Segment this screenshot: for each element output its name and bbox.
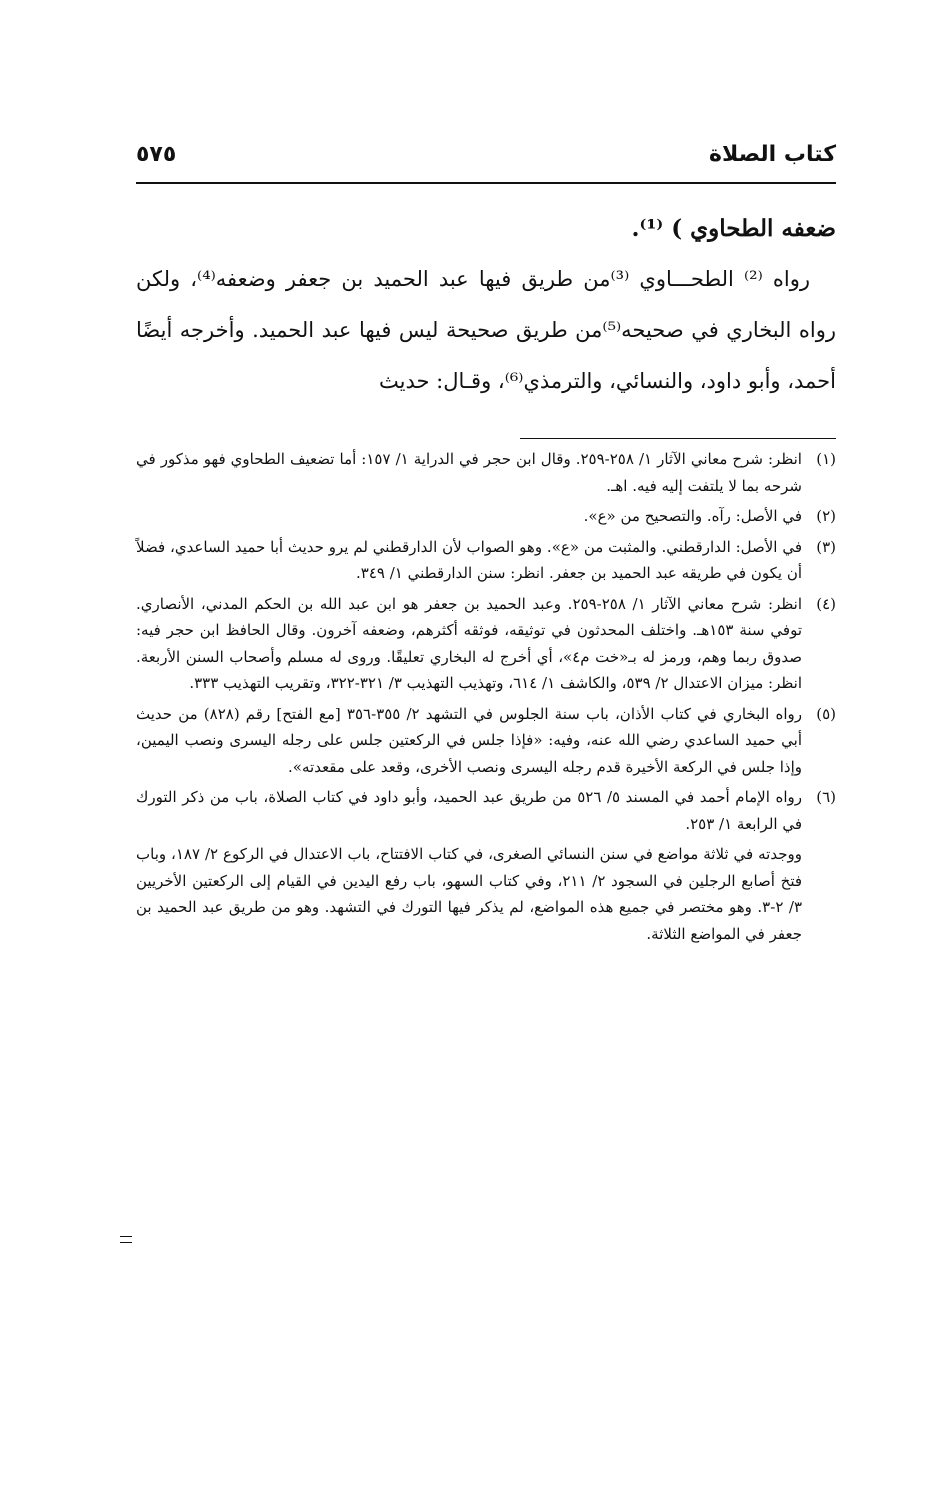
footnote-2 <box>136 503 836 530</box>
footnote-6-continuation: ووجدته في ثلاثة مواضع في سنن النسائي الصغرى، في كتاب الافتتاح، باب الاعتدال في الركوع ٢/ ١٨٧، وباب فتخ أصابع الرجلين في السجود ٢/ ٢١١، وفي كتاب السهو، باب رفع اليدين في القيام إلى الركعتين الأخريين ٣/ ٢-٣. وهو مختصر في جميع هذه المواضع، لم يذكر فيها التورك في التشهد. وهو من طريق عبد الحميد بن جعفر في المواضع الثلاثة. <box>136 845 803 943</box>
footnote-number: (٣) <box>816 537 836 556</box>
footnotes <box>136 446 836 947</box>
footnote-text: في الأصل: رآه. والتصحيح من «ع». <box>583 507 802 525</box>
footnote-text: رواه الإمام أحمد في المسند ٥/ ٥٢٦ من طريق عبد الحميد، وأبو داود في كتاب الصلاة، باب من ذكر التورك في الرابعة ١/ ٢٥٣. <box>136 788 802 833</box>
footnote-5 <box>136 701 836 781</box>
footnote-text: انظر: شرح معاني الآثار ١/ ٢٥٨-٢٥٩. وعبد الحميد بن جعفر هو ابن عبد الله بن الحكم المدني، الأنصاري. توفي سنة ١٥٣هـ. واختلف المحدثون في توثيقه، فوثقه أكثرهم، وضعفه آخرون. وقال الحافظ ابن حجر فيه: صدوق ربما وهم، ورمز له بـ«خت م٤»، أي أخرج له البخاري تعليقًا. وروى له مسلم وأصحاب السنن الأربعة. انظر: ميزان الاعتدال ٢/ ٥٣٩، والكاشف ١/ ٦١٤، وتهذيب التهذيب ٣/ ٣٢١-٣٢٢، وتقريب التهذيب ٣٣٣. <box>136 594 802 692</box>
page-number: ٥٧٥ <box>136 142 177 167</box>
footnote-number: (٦) <box>816 788 836 806</box>
footnote-4 <box>136 591 836 697</box>
continuation-mark <box>120 1236 132 1243</box>
chapter-title: كتاب الصلاة <box>709 142 836 167</box>
lead-line: ضعفه الطحاوي ) ⁽¹⁾. <box>631 215 836 242</box>
footnote-number: (٥) <box>816 704 836 723</box>
main-paragraph: رواه ⁽²⁾ الطحـــاوي ⁽³⁾من طريق فيها عبد الحميد بن جعفر وضعفه⁽⁴⁾، ولكن رواه البخاري في صحيحه⁽⁵⁾من طريق صحيحة ليس فيها عبد الحميد. وأخرجه أيضًا أحمد، وأبو داود، والنسائي، والترمذي⁽⁶⁾، وقـال: حديث <box>136 267 836 393</box>
footnote-number: (٢) <box>816 507 836 525</box>
footnote-text: في الأصل: الدارقطني. والمثبت من «ع». وهو الصواب لأن الدارقطني لم يرو حديث أبا حميد الساعدي، فضلاً أن يكون في طريقه عبد الحميد بن جعفر. انظر: سنن الدارقطني ١/ ٣٤٩. <box>136 537 802 582</box>
footnote-3 <box>136 534 836 587</box>
footnote-divider <box>520 438 836 439</box>
footnote-text: رواه البخاري في كتاب الأذان، باب سنة الجلوس في التشهد ٢/ ٣٥٥-٣٥٦ [مع الفتح] رقم (٨٢٨) من حديث أبي حميد الساعدي رضي الله عنه، وفيه: «فإذا جلس في الركعتين جلس على رجله اليسرى ونصب اليمين، وإذا جلس في الركعة الأخيرة قدم رجله اليسرى ونصب الأخرى، وقعد على مقعدته». <box>136 704 802 776</box>
footnote-1 <box>136 446 836 499</box>
footnote-number: (٤) <box>816 594 836 613</box>
header-divider <box>136 182 836 184</box>
main-text <box>136 204 836 407</box>
footnote-number: (١) <box>816 450 836 468</box>
footnote-text: انظر: شرح معاني الآثار ١/ ٢٥٨-٢٥٩. وقال ابن حجر في الدراية ١/ ١٥٧: أما تضعيف الطحاوي فهو مذكور في شرحه بما لا يلتفت إليه فيه. اهـ. <box>136 450 802 495</box>
running-header <box>136 140 836 180</box>
footnote-6 <box>136 784 836 837</box>
